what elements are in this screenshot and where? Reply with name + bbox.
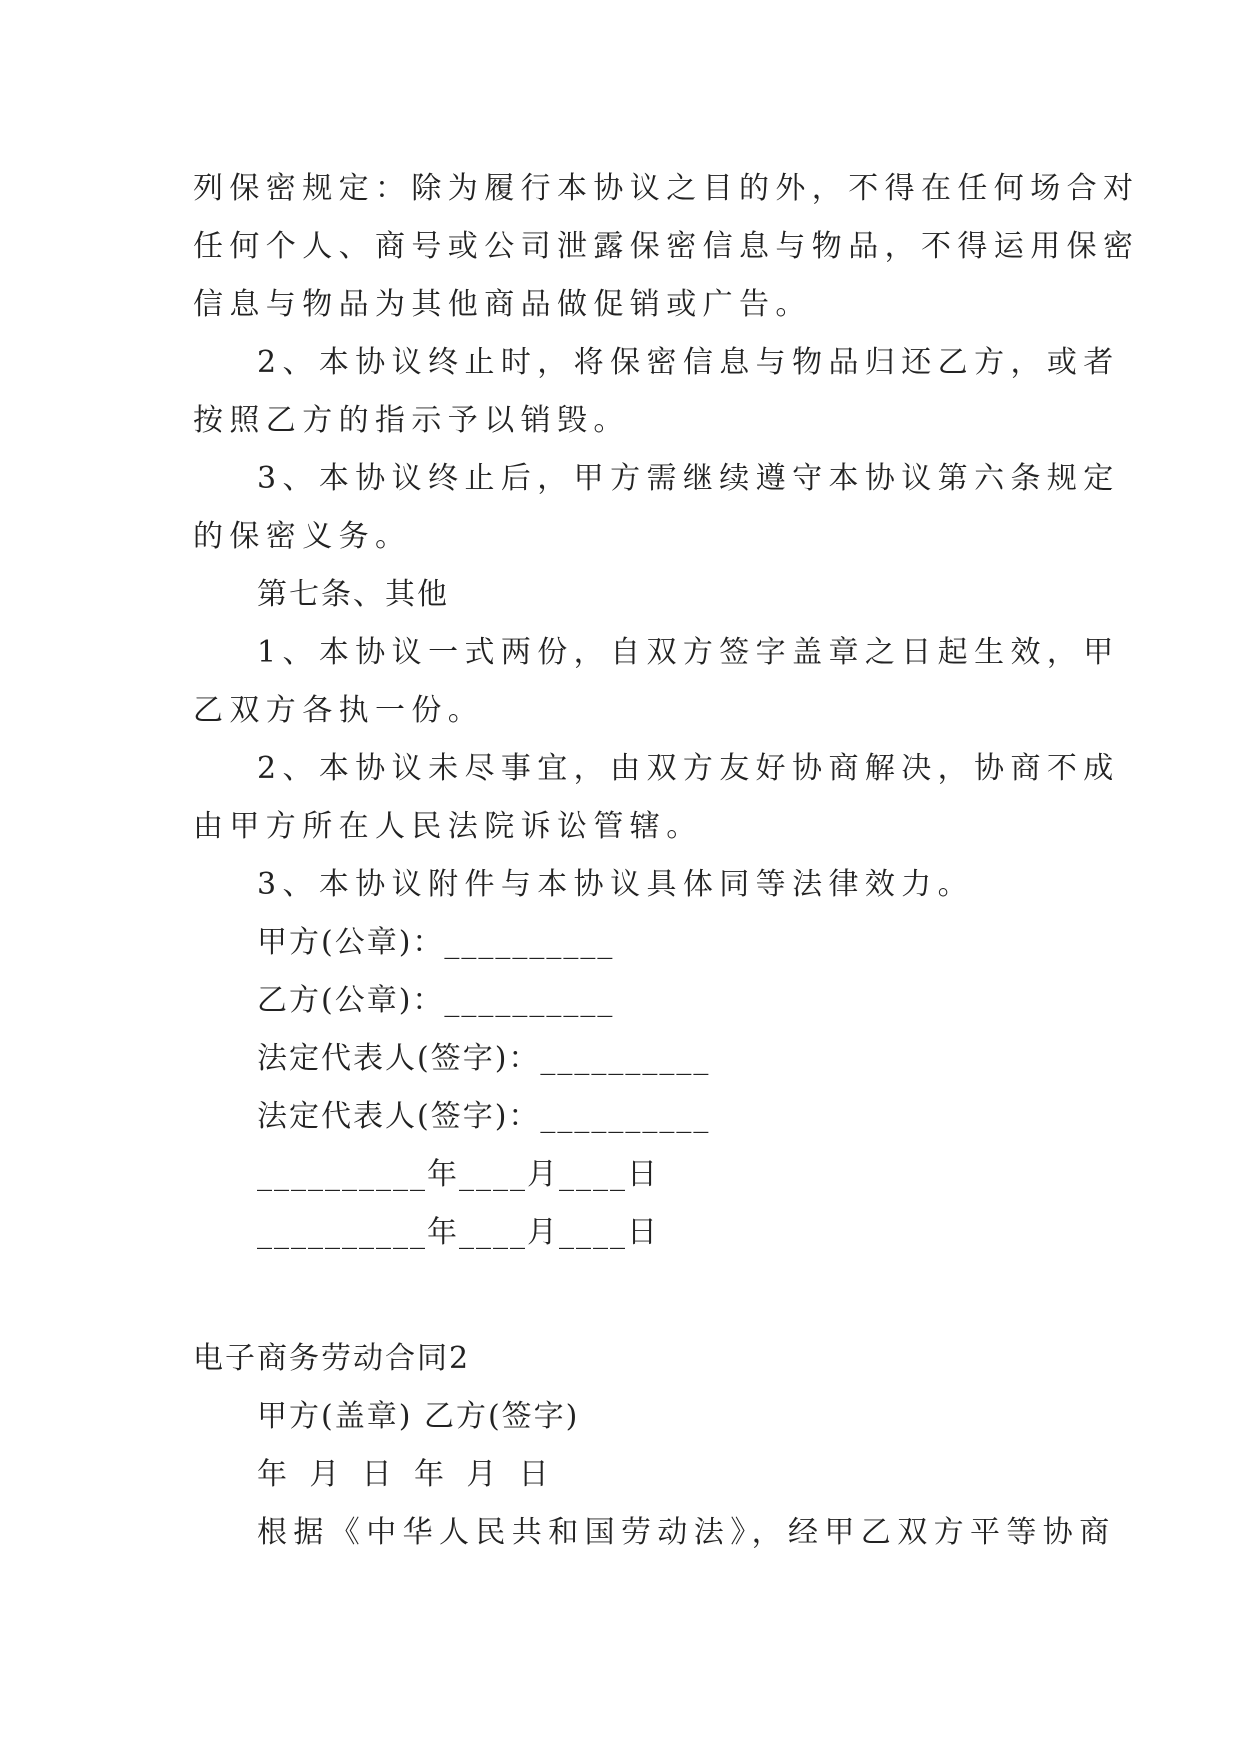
text-line: 2、本协议终止时，将保密信息与物品归还乙方，或者 <box>257 345 1120 380</box>
text-line: 按照乙方的指示予以销毁。 <box>193 403 630 438</box>
contract-dates: 年 月 日 年 月 日 <box>257 1457 556 1492</box>
text-line: 3、本协议附件与本协议具体同等法律效力。 <box>257 867 975 902</box>
contract-intro: 根据《中华人民共和国劳动法》，经甲乙双方平等协商 <box>257 1515 1116 1550</box>
signature-date-a: __________年____月____日 <box>257 1157 659 1192</box>
text-line: 1、本协议一式两份，自双方签字盖章之日起生效，甲 <box>257 635 1120 670</box>
signature-party-b: 乙方(公章)：__________ <box>257 983 615 1018</box>
text-line: 的保密义务。 <box>193 519 412 554</box>
text-line: 任何个人、商号或公司泄露保密信息与物品，不得运用保密 <box>193 229 1140 264</box>
signature-rep-a: 法定代表人(签字)：__________ <box>257 1041 711 1076</box>
contract-title: 电子商务劳动合同2 <box>193 1341 471 1376</box>
article-heading: 第七条、其他 <box>257 577 449 612</box>
text-line: 3、本协议终止后，甲方需继续遵守本协议第六条规定 <box>257 461 1120 496</box>
section-gap <box>193 1262 1055 1330</box>
text-line: 2、本协议未尽事宜，由双方友好协商解决，协商不成 <box>257 751 1120 786</box>
text-line: 信息与物品为其他商品做促销或广告。 <box>193 287 812 322</box>
document-page <box>193 160 1140 1562</box>
signature-party-a: 甲方(公章)：__________ <box>257 925 615 960</box>
signature-rep-b: 法定代表人(签字)：__________ <box>257 1099 711 1134</box>
text-line: 由甲方所在人民法院诉讼管辖。 <box>193 809 703 844</box>
signature-date-b: __________年____月____日 <box>257 1215 659 1250</box>
text-line: 乙双方各执一份。 <box>193 693 485 728</box>
text-line: 列保密规定：除为履行本协议之目的外，不得在任何场合对 <box>193 171 1140 206</box>
contract-parties: 甲方(盖章) 乙方(签字) <box>257 1399 580 1434</box>
